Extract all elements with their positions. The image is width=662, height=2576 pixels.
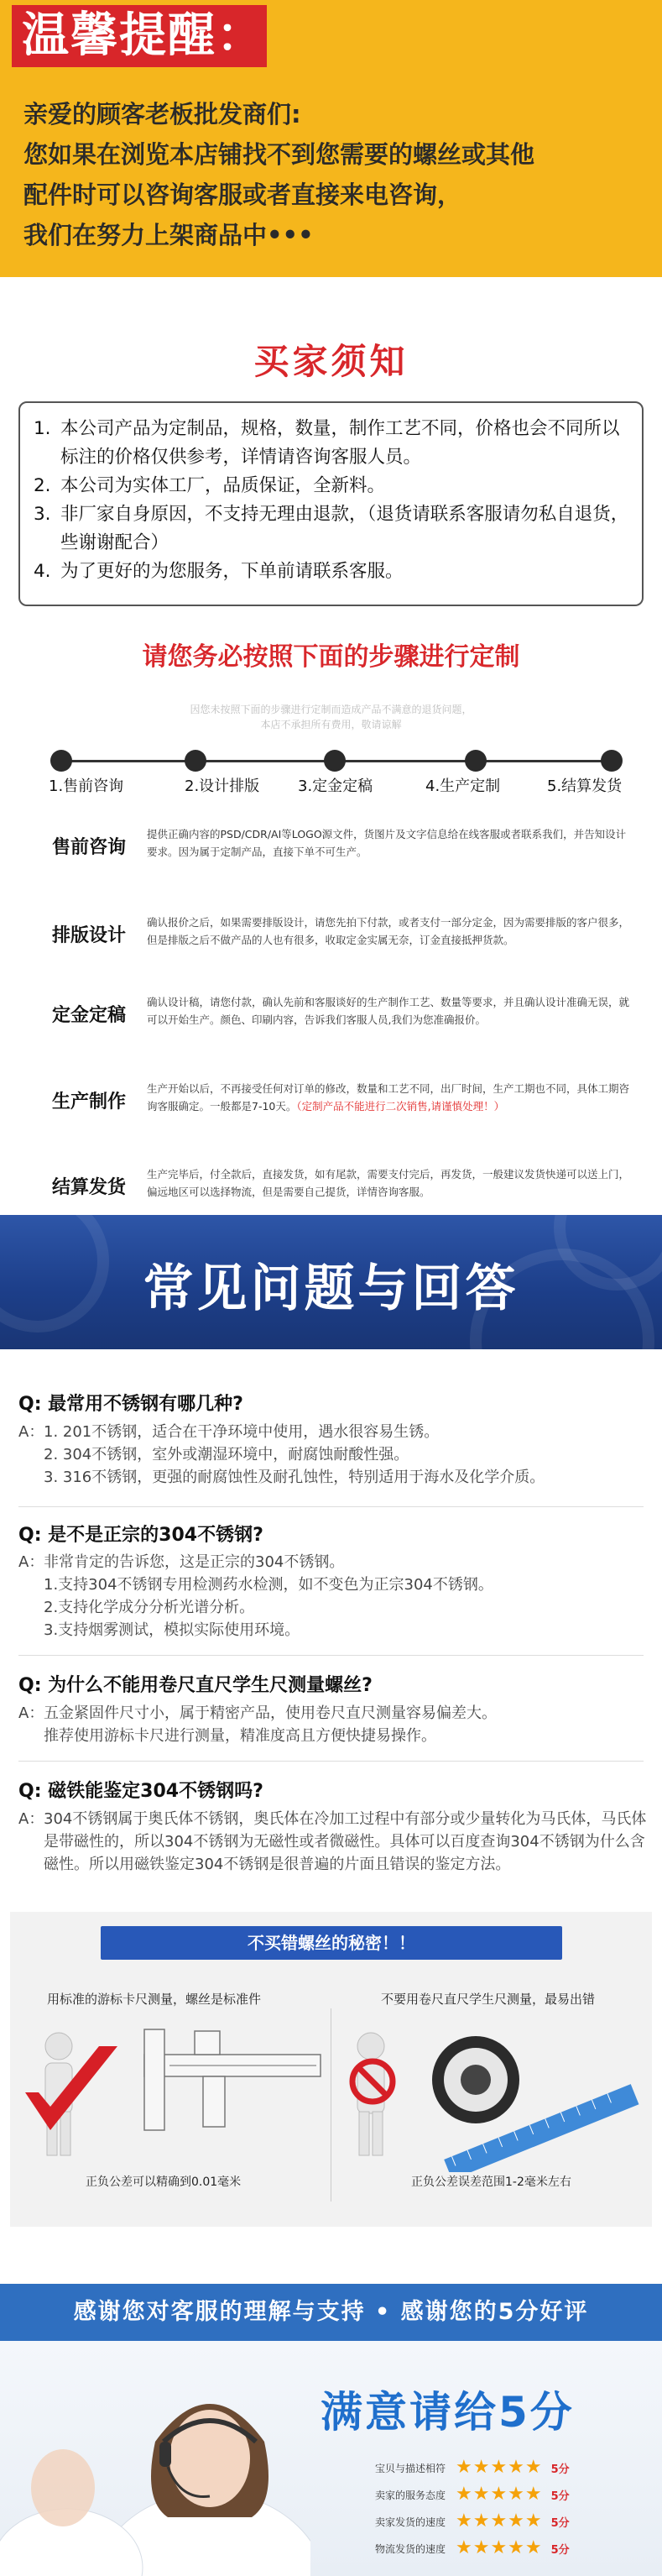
faq-question: Q: 最常用不锈钢有哪几种? bbox=[18, 1394, 243, 1415]
step-description-text: 生产完毕后，付全款后，直接发货，如有尾款，需要支付完后，再发货，一般建议发货快递可以送上门，偏远地区可以选择物流，但是需要自己提货，详情咨询客服。 bbox=[147, 1168, 630, 1198]
step-name: 结算发货 bbox=[52, 1177, 127, 1198]
step-row bbox=[0, 828, 662, 908]
rating-label: 卖家的服务态度 bbox=[375, 2489, 446, 2501]
rating-label: 宝贝与描述相符 bbox=[375, 2462, 446, 2474]
faq-answer-label: A： bbox=[18, 1423, 44, 1441]
step-description bbox=[147, 825, 633, 861]
step-row bbox=[0, 1082, 662, 1163]
notice-item-text: 本公司产品为定制品，规格，数量，制作工艺不同，价格也会不同所以标注的价格仅供参考，详情请咨询客服人员。 bbox=[60, 418, 620, 468]
step-description bbox=[147, 1165, 633, 1201]
step-name: 排版设计 bbox=[52, 925, 127, 946]
secret-section bbox=[10, 1912, 652, 2227]
notice-box bbox=[18, 401, 644, 606]
faq-question: Q: 为什么不能用卷尺直尺学生尺测量螺丝? bbox=[18, 1675, 373, 1696]
rating-label: 物流发货的速度 bbox=[375, 2542, 446, 2555]
star-rating-icon: ★★★★★ bbox=[456, 2511, 543, 2531]
star-rating-icon: ★★★★★ bbox=[456, 2484, 543, 2505]
timeline-dot bbox=[324, 750, 346, 772]
secret-right-caption: 不要用卷尺直尺学生尺测量，最易出错 bbox=[381, 1992, 596, 2007]
notice-item-text: 非厂家自身原因，不支持无理由退款，（退货请联系客服请勿私自退货，些谢谢配合） bbox=[60, 504, 629, 553]
step-description-text: 生产开始以后，不再接受任何对订单的修改，数量和工艺不同，出厂时间，生产工期也不同，具体工期咨询客服确定。一般都是7-10天。 bbox=[147, 1082, 630, 1113]
faq-answer-line: 五金紧固件尺寸小，属于精密产品，使用卷尺直尺测量容易偏差大。 bbox=[44, 1704, 497, 1722]
reminder-line: 我们在努力上架商品中••• bbox=[23, 221, 314, 249]
faq-answer-line: 304不锈钢属于奥氏体不锈钢，奥氏体在冷加工过程中有部分或少量转化为马氏体，马氏体是带磁性的，所以304不锈钢为无磁性或者微磁性。具体可以百度查询304不锈钢为什么含磁性。所以用磁铁鉴定304不锈钢是很普遍的片面且错误的鉴定方法。 bbox=[44, 1810, 647, 1873]
faq-answer-line: 非常肯定的告诉您，这是正宗的304不锈钢。 bbox=[44, 1553, 345, 1571]
faq-answer-line: 3.支持烟雾测试，模拟实际使用环境。 bbox=[44, 1621, 300, 1639]
star-rating-icon: ★★★★★ bbox=[456, 2537, 543, 2558]
reminder-section bbox=[0, 0, 662, 277]
step-warning-text: （定制产品不能进行二次销售,请谨慎处理！） bbox=[296, 1100, 505, 1113]
timeline-dot bbox=[50, 750, 72, 772]
steps-subtitle-line: 本店不承担所有费用，敬请谅解 bbox=[260, 719, 402, 730]
step-row bbox=[0, 996, 662, 1076]
rating-row bbox=[375, 2458, 570, 2477]
rating-row bbox=[375, 2539, 570, 2558]
steps-subtitle-line: 因您未按照下面的步骤进行定制而造成产品不满意的退货问题， bbox=[190, 704, 472, 715]
faq-answer-label: A： bbox=[18, 1810, 44, 1828]
notice-title: 买家须知 bbox=[253, 341, 409, 382]
step-description-text: 确认报价之后，如果需要排版设计，请您先拍下付款，或者支付一部分定金，因为需要排版的客户很多，但是排版之后不做产品的人也有很多，收取定金实属无奈，订金直接抵押货款。 bbox=[147, 916, 630, 946]
notice-item-number: 1. bbox=[34, 418, 51, 439]
notice-item-number: 4. bbox=[34, 561, 51, 582]
step-row bbox=[0, 916, 662, 997]
secret-title-bar: 不买错螺丝的秘密！！ bbox=[101, 1926, 562, 1960]
faq-answer bbox=[18, 1551, 648, 1641]
steps-subtitle bbox=[0, 702, 662, 732]
secret-left-footer: 正负公差可以精确到0.01毫米 bbox=[86, 2175, 242, 2189]
rating-row bbox=[375, 2512, 570, 2531]
step-name: 生产制作 bbox=[52, 1092, 127, 1113]
steps-title: 请您务必按照下面的步骤进行定制 bbox=[142, 642, 520, 672]
step-description bbox=[147, 993, 633, 1029]
tape-measure-icon bbox=[432, 2036, 519, 2123]
faq-answer-line: 推荐使用游标卡尺进行测量，精准度高且方便快捷易操作。 bbox=[44, 1727, 436, 1745]
thanks-band: 感谢您对客服的理解与支持 • 感谢您的5分好评 bbox=[0, 2284, 662, 2341]
timeline-label: 1.售前咨询 bbox=[49, 778, 124, 795]
timeline-label: 2.设计排版 bbox=[185, 778, 260, 795]
step-description-text: 提供正确内容的PSD/CDR/AI等LOGO源文件，货图片及文字信息给在线客服或者联系我们，并告知设计要求。因为属于定制产品，直接下单不可生产。 bbox=[147, 828, 627, 858]
rating-score: 5分 bbox=[550, 2543, 570, 2557]
rating-score: 5分 bbox=[550, 2490, 570, 2503]
caliper-illustration bbox=[18, 2013, 329, 2172]
step-description bbox=[147, 914, 633, 949]
faq-answer-line: 3. 316不锈钢，更强的耐腐蚀性及耐孔蚀性，特别适用于海水及化学介质。 bbox=[44, 1469, 545, 1486]
notice-item-text: 本公司为实体工厂，品质保证，全新料。 bbox=[60, 475, 386, 496]
timeline-label: 4.生产定制 bbox=[425, 778, 501, 795]
customer-service-agent-icon bbox=[0, 2341, 310, 2576]
reminder-line: 配件时可以咨询客服或者直接来电咨询， bbox=[23, 181, 462, 209]
notice-item bbox=[34, 558, 633, 586]
notice-item bbox=[34, 472, 633, 500]
step-description-text: 确认设计稿，请您付款，确认先前和客服谈好的生产制作工艺、数量等要求，并且确认设计准确无误，就可以开始生产。颜色、印刷内容，告诉我们客服人员,我们为您准确报价。 bbox=[147, 996, 630, 1026]
rating-label: 卖家发货的速度 bbox=[375, 2516, 446, 2528]
rate-title: 满意请给5分 bbox=[321, 2388, 575, 2437]
faq-answer-line: 2.支持化学成分分析光谱分析。 bbox=[44, 1599, 255, 1616]
notice-item-text: 为了更好的为您服务，下单前请联系客服。 bbox=[60, 561, 404, 582]
step-name: 售前咨询 bbox=[52, 837, 127, 858]
faq-question: Q: 磁铁能鉴定304不锈钢吗? bbox=[18, 1781, 263, 1802]
secret-right-footer: 正负公差误差范围1-2毫米左右 bbox=[411, 2175, 571, 2189]
rating-score: 5分 bbox=[550, 2463, 570, 2476]
person-figure-icon bbox=[357, 2033, 384, 2155]
vernier-caliper-icon bbox=[144, 2029, 321, 2130]
reminder-title: 温馨提醒： bbox=[12, 5, 267, 67]
timeline-dot bbox=[465, 750, 487, 772]
faq-banner-title: 常见问题与回答 bbox=[143, 1259, 519, 1318]
notice-item bbox=[34, 500, 633, 558]
faq-answer-label: A： bbox=[18, 1704, 44, 1722]
secret-left-caption: 用标准的游标卡尺测量，螺丝是标准件 bbox=[47, 1992, 262, 2007]
faq-answer-label: A： bbox=[18, 1553, 44, 1571]
notice-item-number: 2. bbox=[34, 475, 51, 496]
timeline-label: 3.定金定稿 bbox=[298, 778, 373, 795]
reminder-line: 亲爱的顾客老板批发商们: bbox=[23, 100, 301, 128]
notice-item bbox=[34, 415, 633, 472]
reminder-line: 您如果在浏览本店铺找不到您需要的螺丝或其他 bbox=[23, 140, 535, 169]
checkmark-icon bbox=[25, 2046, 117, 2130]
timeline-dot bbox=[185, 750, 206, 772]
star-rating-icon: ★★★★★ bbox=[456, 2457, 543, 2478]
faq-answer-line: 1. 201不锈钢，适合在干净环境中使用，遇水很容易生锈。 bbox=[44, 1423, 440, 1441]
notice-item-number: 3. bbox=[34, 504, 51, 525]
faq-answer-line: 1.支持304不锈钢专用检测药水检测，如不变色为正宗304不锈钢。 bbox=[44, 1576, 493, 1594]
faq-divider bbox=[18, 1506, 644, 1507]
reminder-body bbox=[23, 94, 644, 255]
step-name: 定金定稿 bbox=[52, 1005, 127, 1026]
rating-row bbox=[375, 2485, 570, 2504]
faq-banner bbox=[0, 1215, 662, 1349]
timeline-dot bbox=[601, 750, 623, 772]
rating-score: 5分 bbox=[550, 2516, 570, 2530]
step-description bbox=[147, 1080, 633, 1115]
faq-divider bbox=[18, 1761, 644, 1762]
thanks-area bbox=[0, 2341, 662, 2576]
faq-answer bbox=[18, 1808, 648, 1876]
timeline-label: 5.结算发货 bbox=[547, 778, 623, 795]
faq-answer bbox=[18, 1421, 648, 1489]
faq-divider bbox=[18, 1655, 644, 1656]
faq-question: Q: 是不是正宗的304不锈钢? bbox=[18, 1525, 263, 1546]
tape-measure-illustration bbox=[337, 2013, 648, 2172]
faq-answer bbox=[18, 1702, 648, 1747]
faq-answer-line: 2. 304不锈钢，室外或潮湿环境中，耐腐蚀耐酸性强。 bbox=[44, 1446, 409, 1463]
